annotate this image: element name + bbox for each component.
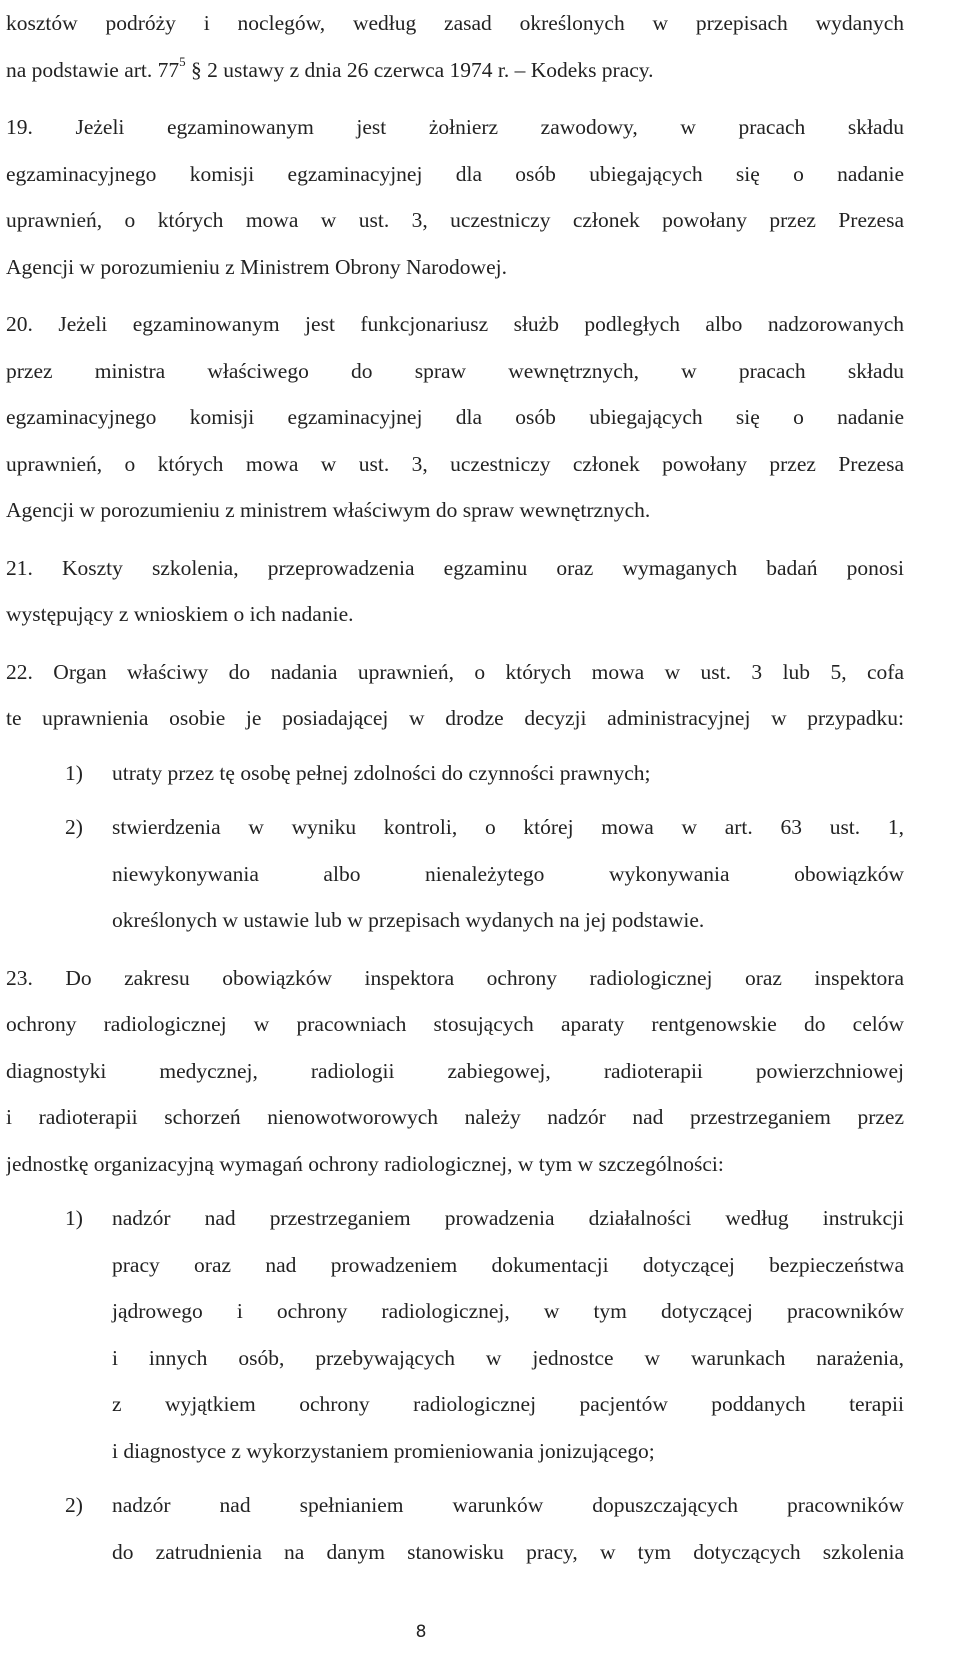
- text-line: diagnostyki medycznej, radiologii zabiegowej, radioterapii powierzchniowej: [6, 1058, 904, 1083]
- text-line: Agencji w porozumieniu z ministrem właściwym do spraw wewnętrznych.: [6, 498, 651, 522]
- list-text: stwierdzenia w wyniku kontroli, o której mowa w art. 63 ust. 1,: [112, 815, 904, 839]
- intro-paragraph: [6, 0, 904, 93]
- list-text: nadzór nad spełnianiem warunków dopuszczających pracowników: [112, 1493, 904, 1517]
- text-line: kosztów podróży i noclegów, według zasad określonych w przepisach wydanych: [6, 11, 904, 35]
- text-fragment: § 2 ustawy z dnia 26 czerwca 1974 r. – Kodeks pracy.: [185, 57, 654, 82]
- list-number: 2): [65, 815, 83, 839]
- text-line: egzaminacyjnego komisji egzaminacyjnej dla osób ubiegających się o nadanie: [6, 161, 904, 186]
- document-page: [6, 0, 904, 1575]
- text-line: uprawnień, o których mowa w ust. 3, uczestniczy członek powołany przez Prezesa: [6, 208, 904, 232]
- list-text: nadzór nad przestrzeganiem prowadzenia działalności według instrukcji: [112, 1206, 904, 1230]
- text-line: 23. Do zakresu obowiązków inspektora ochrony radiologicznej oraz inspektora: [6, 965, 904, 990]
- list-line: [6, 750, 904, 797]
- list-number: 2): [65, 1493, 83, 1517]
- list-line: [6, 1381, 904, 1428]
- list-item: [6, 1195, 904, 1474]
- list-line: [6, 1482, 904, 1529]
- list-text: niewykonywania albo nienależytego wykonywania obowiązków: [112, 861, 904, 886]
- list-text: z wyjątkiem ochrony radiologicznej pacjentów poddanych terapii: [112, 1392, 904, 1416]
- paragraph-22-list: [6, 750, 904, 944]
- list-text: utraty przez tę osobę pełnej zdolności do czynności prawnych;: [112, 760, 651, 785]
- text-line: przez ministra właściwego do spraw wewnętrznych, w pracach składu: [6, 358, 904, 383]
- text-line: 20. Jeżeli egzaminowanym jest funkcjonariusz służb podległych albo nadzorowanych: [6, 312, 904, 336]
- list-line: [6, 1335, 904, 1382]
- text-line: 22. Organ właściwy do nadania uprawnień, o których mowa w ust. 3 lub 5, cofa: [6, 659, 904, 684]
- list-line: [6, 851, 904, 898]
- list-line: [6, 897, 904, 944]
- list-number: 1): [65, 760, 83, 785]
- paragraph-22: [6, 649, 904, 742]
- text-fragment: na podstawie art. 77: [6, 57, 180, 82]
- footnote-superscript: 5: [179, 53, 186, 69]
- text-line: i radioterapii schorzeń nienowotworowych należy nadzór nad przestrzeganiem przez: [6, 1105, 904, 1129]
- list-text: pracy oraz nad prowadzeniem dokumentacji dotyczącej bezpieczeństwa: [112, 1252, 904, 1277]
- list-text: i diagnostyce z wykorzystaniem promieniowania jonizującego;: [112, 1438, 655, 1463]
- list-line: [6, 1529, 904, 1576]
- text-line: Agencji w porozumieniu z Ministrem Obrony Narodowej.: [6, 254, 507, 279]
- paragraph-19: [6, 104, 904, 290]
- list-line: [6, 1195, 904, 1242]
- list-text: jądrowego i ochrony radiologicznej, w tym dotyczącej pracowników: [112, 1299, 904, 1323]
- list-line: [6, 804, 904, 851]
- text-line: [6, 47, 904, 94]
- paragraph-23-list: [6, 1195, 904, 1575]
- list-number: 1): [65, 1206, 83, 1230]
- page-number: 8: [415, 1622, 427, 1642]
- list-text: i innych osób, przebywających w jednostce w warunkach narażenia,: [112, 1345, 904, 1370]
- text-line: ochrony radiologicznej w pracowniach stosujących aparaty rentgenowskie do celów: [6, 1012, 904, 1036]
- list-line: [6, 1288, 904, 1335]
- list-item: [6, 750, 904, 797]
- text-line: jednostkę organizacyjną wymagań ochrony radiologicznej, w tym w szczególności:: [6, 1151, 724, 1176]
- text-line: występujący z wnioskiem o ich nadanie.: [6, 602, 354, 626]
- list-text: do zatrudnienia na danym stanowisku pracy, w tym dotyczących szkolenia: [112, 1539, 904, 1564]
- list-text: określonych w ustawie lub w przepisach wydanych na jej podstawie.: [112, 908, 705, 932]
- text-line: te uprawnienia osobie je posiadającej w drodze decyzji administracyjnej w przypadku:: [6, 706, 904, 730]
- text-line: 21. Koszty szkolenia, przeprowadzenia egzaminu oraz wymaganych badań ponosi: [6, 555, 904, 580]
- list-line: [6, 1428, 904, 1475]
- paragraph-20: [6, 301, 904, 534]
- paragraph-23: [6, 955, 904, 1188]
- text-line: uprawnień, o których mowa w ust. 3, uczestniczy członek powołany przez Prezesa: [6, 451, 904, 476]
- list-line: [6, 1242, 904, 1289]
- list-item: [6, 804, 904, 944]
- list-item: [6, 1482, 904, 1575]
- paragraph-21: [6, 545, 904, 638]
- text-line: egzaminacyjnego komisji egzaminacyjnej dla osób ubiegających się o nadanie: [6, 405, 904, 429]
- text-line: 19. Jeżeli egzaminowanym jest żołnierz zawodowy, w pracach składu: [6, 115, 904, 139]
